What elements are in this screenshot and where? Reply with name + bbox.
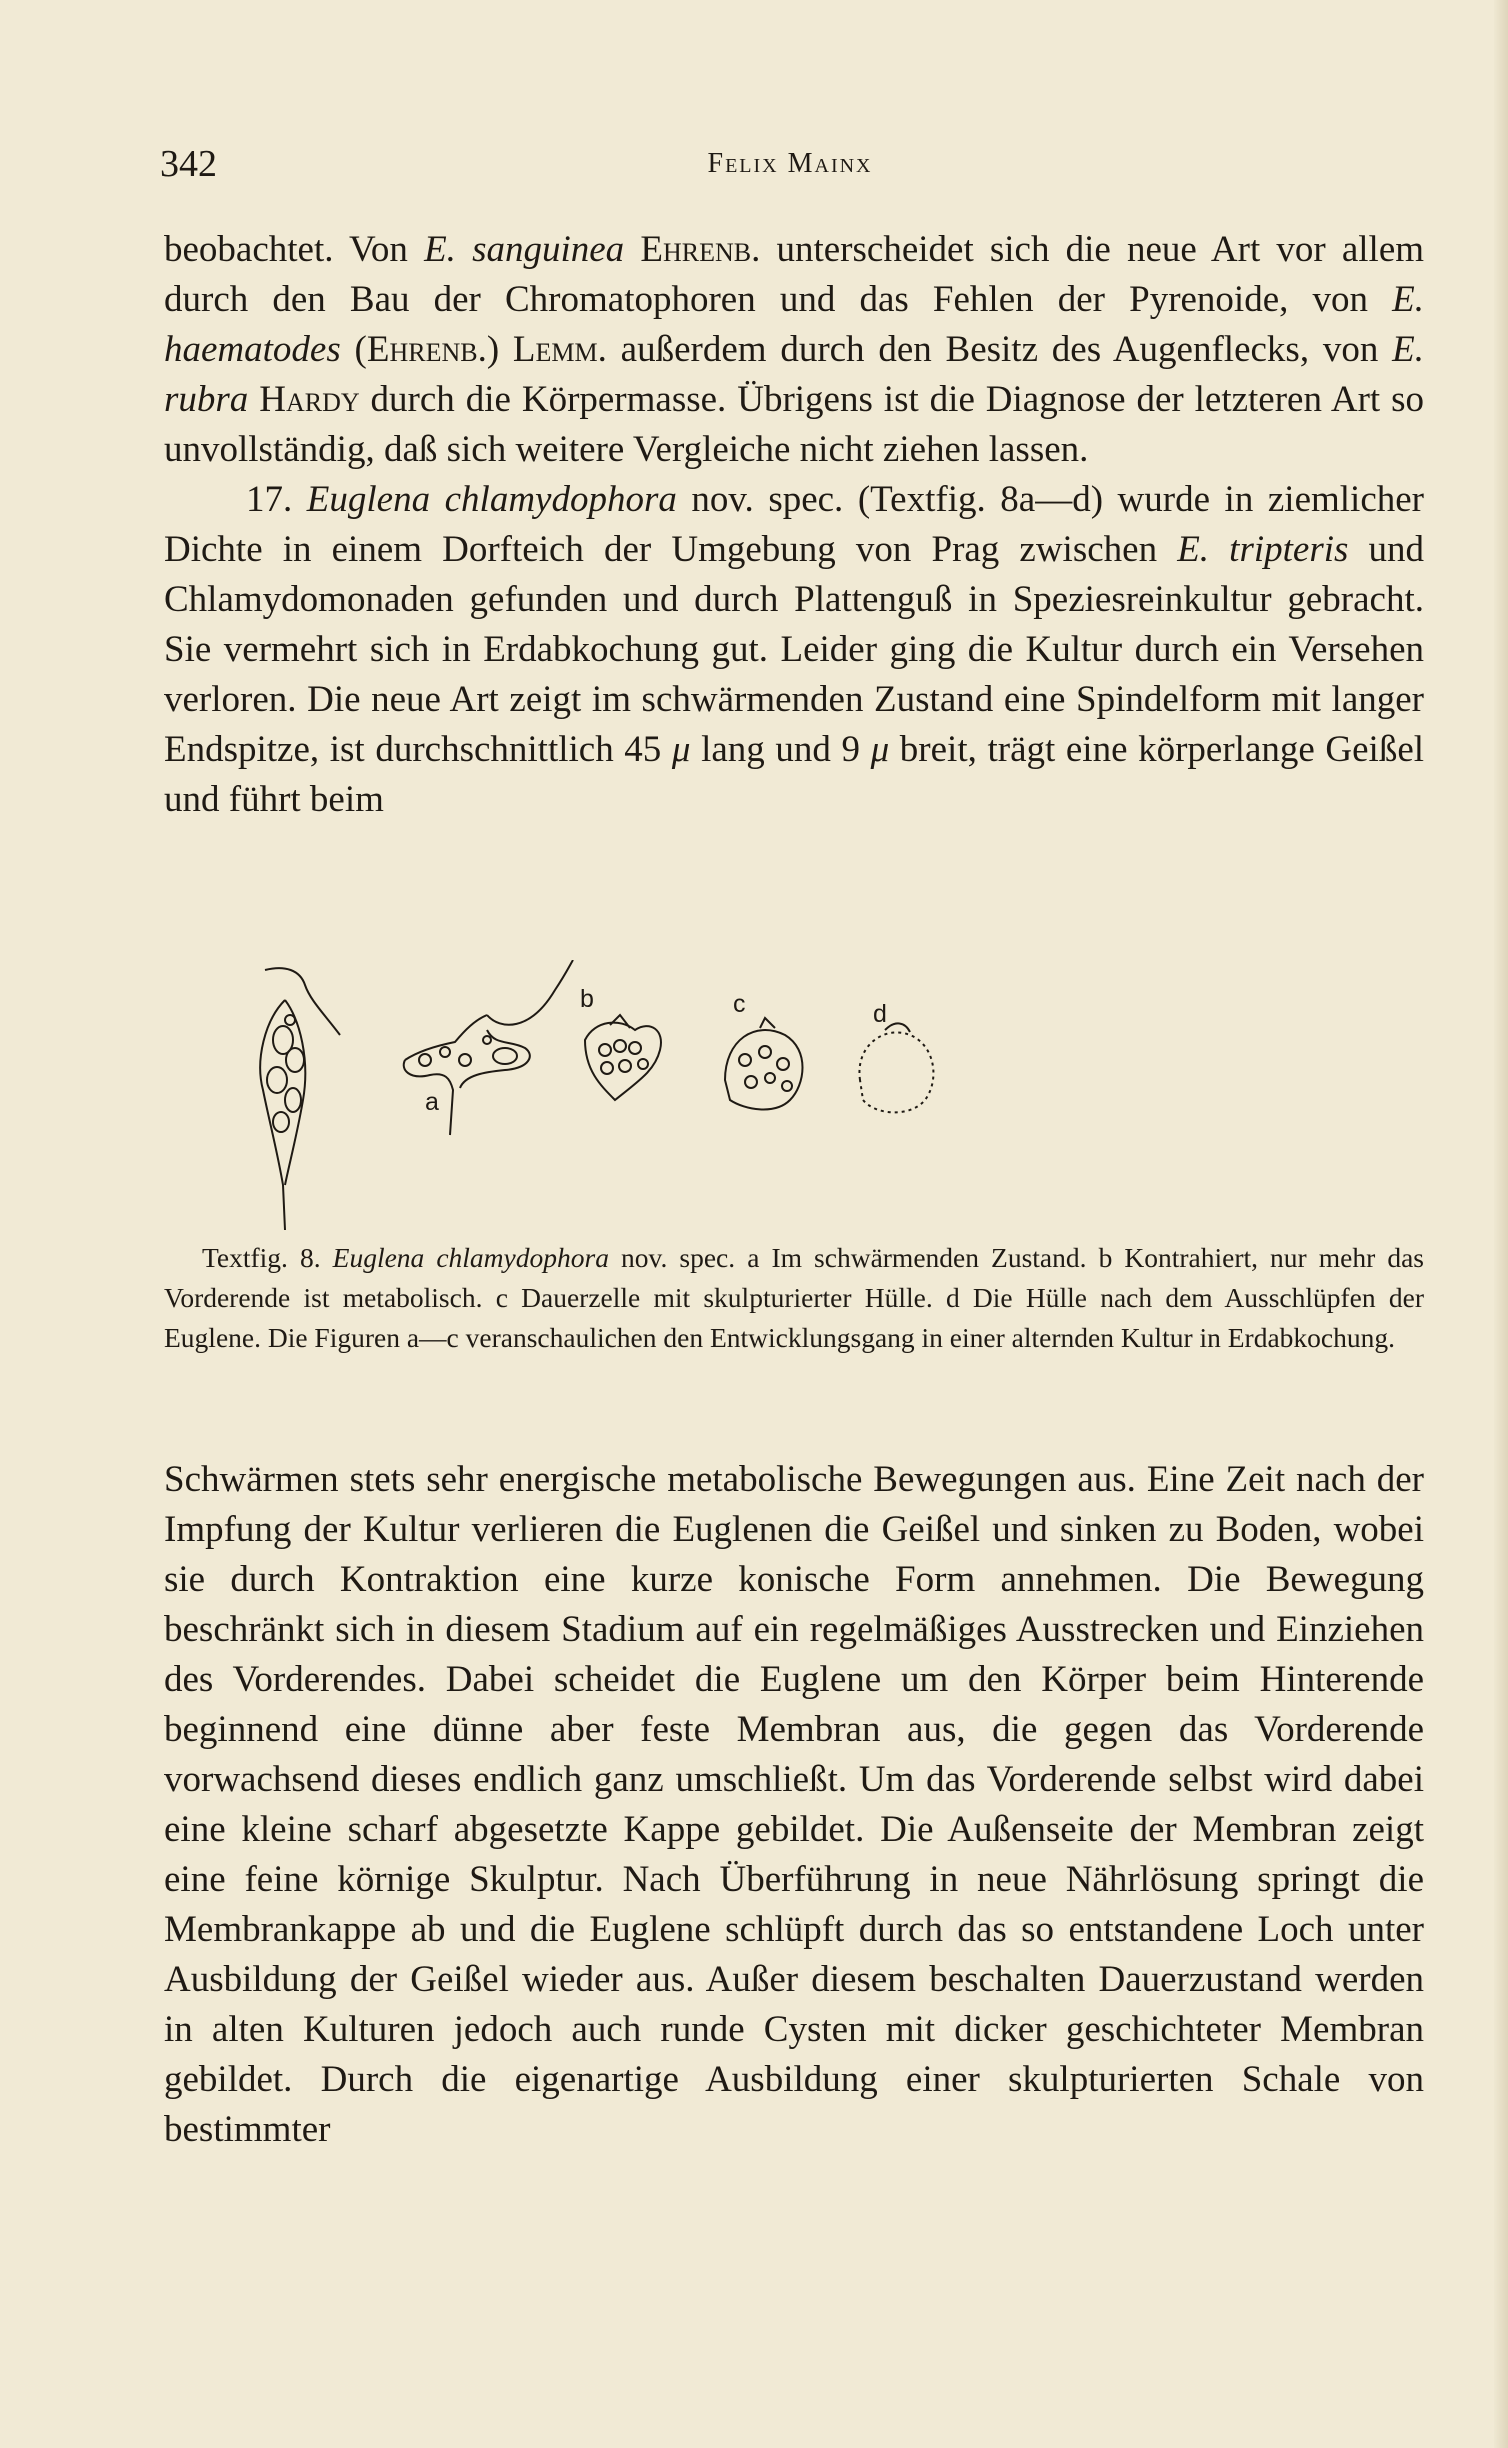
author-name: Ehrenb. bbox=[640, 229, 761, 270]
figure-label-c: c bbox=[733, 990, 746, 1018]
caption-text bbox=[164, 1238, 1424, 1358]
text-run: ( bbox=[340, 329, 367, 370]
text-run: beobachtet. Von bbox=[164, 229, 425, 270]
page-edge-shadow bbox=[1494, 0, 1508, 2448]
text-run: und Chlamydomonaden gefunden und durch Plattenguß in Speziesreinkultur gebracht. Sie vermehrt sich in Erdabkochung gut. Leider ging die Kultur durch ein Versehen verloren. Die neue Art zeigt im schwärmenden Zustand eine Spindelform mit langer Endspitze, ist durchschnittlich 45 bbox=[164, 529, 1425, 770]
figure-caption bbox=[164, 1238, 1424, 1358]
euglena-contracted-drawing bbox=[585, 1015, 661, 1100]
paragraph-2 bbox=[164, 475, 1424, 825]
species-name: Euglena chlamydophora bbox=[332, 1242, 609, 1273]
text-run: durch die Körpermasse. Übrigens ist die Diagnose der letzteren Art so unvollständig, daß sich weitere Vergleiche nicht ziehen lassen. bbox=[164, 379, 1424, 470]
text-run: Textfig. 8. bbox=[202, 1242, 333, 1273]
text-run bbox=[248, 379, 259, 420]
text-run bbox=[624, 229, 640, 270]
text-run: außerdem durch den Besitz des Augenflecks, von bbox=[606, 329, 1393, 370]
text-run: breit, trägt eine körperlange Geißel und führt beim bbox=[164, 729, 1425, 820]
author-name: Hardy bbox=[259, 379, 360, 420]
text-run: unterscheidet sich die neue Art vor allem durch den Bau der Chromatophoren und das Fehlen der Pyrenoide, von bbox=[164, 229, 1425, 320]
species-name: Euglena chlamydophora bbox=[306, 479, 677, 520]
text-run: lang und 9 bbox=[690, 729, 871, 770]
textfig-8-illustration bbox=[255, 960, 1365, 1240]
species-name: E. haematodes bbox=[164, 279, 1424, 370]
micron-symbol: μ bbox=[870, 729, 890, 770]
text-run: nov. spec. (Textfig. 8a—d) wurde in ziemlicher Dichte in einem Dorfteich der Umgebung von Prag zwischen bbox=[164, 479, 1425, 570]
species-name: E. tripteris bbox=[1177, 529, 1349, 570]
body-text-lower bbox=[164, 1455, 1424, 2155]
figure-label-d: d bbox=[873, 1000, 887, 1028]
page-header bbox=[160, 142, 1420, 192]
euglena-swimming-drawing bbox=[260, 968, 340, 1230]
text-run: 17. bbox=[246, 479, 307, 520]
figure-label-a: a bbox=[425, 1088, 439, 1116]
text-run: ) bbox=[486, 329, 513, 370]
author-name: Ehrenb. bbox=[366, 329, 487, 370]
text-run: nov. spec. a Im schwärmenden Zustand. b Kontrahiert, nur mehr das Vorderende ist metabolisch. c Dauerzelle mit skulpturierter Hülle. d Die Hülle nach dem Ausschlüpfen der Euglene. Die Figuren a—c veranschaulichen den Entwicklungsgang in einer alternden Kultur in Erdabkochung. bbox=[164, 1242, 1424, 1353]
euglena-drawings bbox=[255, 960, 1365, 1240]
page-number: 342 bbox=[160, 143, 217, 185]
species-name: E. rubra bbox=[164, 329, 1424, 420]
shell-cap-outline bbox=[885, 1023, 910, 1032]
figure-label-b: b bbox=[580, 985, 594, 1013]
paragraph-1 bbox=[164, 225, 1424, 475]
species-name: E. sanguinea bbox=[424, 229, 625, 270]
running-head: Felix Mainx bbox=[707, 148, 873, 179]
micron-symbol: μ bbox=[671, 729, 691, 770]
body-text-upper bbox=[164, 225, 1424, 825]
empty-shell-drawing bbox=[859, 1032, 933, 1112]
author-name: Lemm. bbox=[512, 329, 607, 370]
paragraph-3: Schwärmen stets sehr energische metabolische Bewegungen aus. Eine Zeit nach der Impfung der Kultur verlieren die Euglenen die Geißel und sinken zu Boden, wobei sie durch Kontraktion eine kurze konische Form annehmen. Die Bewegung beschränkt sich in diesem Stadium auf ein regelmäßiges Ausstrecken und Einziehen des Vorderendes. Dabei scheidet die Euglene um den Körper beim Hinterende beginnend eine dünne aber feste Membran aus, die gegen das Vorderende vorwachsend dieses endlich ganz umschließt. Um das Vorderende selbst wird dabei eine kleine scharf abgesetzte Kappe gebildet. Die Außenseite der Membran zeigt eine feine körnige Skulptur. Nach Überführung in neue Nährlösung springt die Membrankappe ab und die Euglene schlüpft durch das so entstandene Loch unter Ausbildung der Geißel wieder aus. Außer diesem beschalten Dauerzustand werden in alten Kulturen jedoch auch runde Cysten mit dicker geschichteter Membran gebildet. Durch die eigenartige Ausbildung einer skulpturierten Schale von bestimmter bbox=[164, 1459, 1424, 2150]
euglena-resting-cell-drawing bbox=[725, 1018, 803, 1109]
